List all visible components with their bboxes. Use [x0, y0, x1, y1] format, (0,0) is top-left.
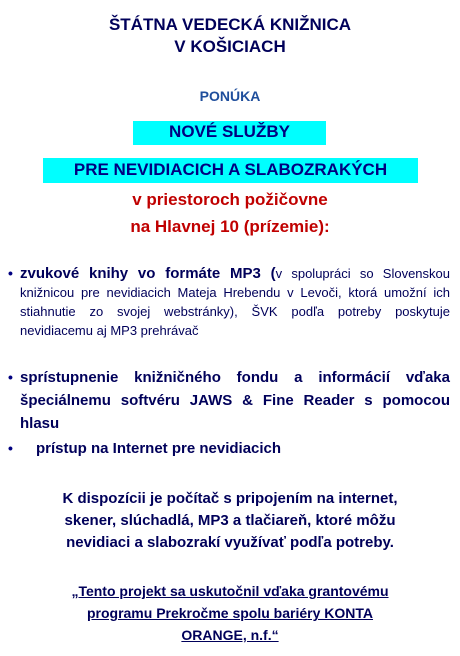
list-item-lead: prístup na Internet pre nevidiacich: [36, 440, 282, 457]
list-item: [8, 440, 450, 458]
project-acknowledgement: [10, 580, 450, 646]
library-title: [0, 14, 460, 58]
list-item-text: [20, 264, 450, 340]
offer-heading: PONÚKA: [199, 88, 261, 104]
location-line1: v priestoroch požičovne: [132, 190, 328, 209]
availability-line2: skener, slúchadlá, MP3 a tlačiareň, ktoré môžu: [64, 512, 396, 529]
library-title-line1: ŠTÁTNA VEDECKÁ KNIŽNICA: [108, 15, 352, 34]
availability-line3: nevidiaci a slabozrakí využívať podľa potreby.: [66, 534, 394, 551]
library-title-line2: V KOŠICIACH: [174, 37, 286, 56]
list-item-rest: v spolupráci so Slovenskou knižnicou pre nevidiacich Mateja Hrebendu v Levoči, ktorá umožní ich stiahnutie zo svojej webstránky), ŠVK podľa potreby poskytuje nevidiacemu aj MP3 prehrávač: [20, 266, 450, 338]
list-item-lead: sprístupnenie knižničného fondu a informácií vďaka špeciálnemu softvéru JAWS & Fine Reader s pomocou hlasu: [20, 369, 450, 432]
new-services-heading: NOVÉ SLUŽBY: [169, 122, 290, 141]
bullet-icon: •: [8, 265, 13, 281]
project-line3: ORANGE, n.f.“: [181, 627, 279, 643]
list-item-text: [36, 440, 450, 458]
project-line2: programu Prekročme spolu bariéry KONTA: [86, 605, 374, 621]
audience-heading: PRE NEVIDIACICH A SLABOZRAKÝCH: [73, 160, 388, 179]
location-line2: na Hlavnej 10 (prízemie):: [130, 217, 330, 236]
project-line1: „Tento projekt sa uskutočnil vďaka grantovému: [71, 583, 389, 599]
bullet-icon: •: [8, 440, 13, 456]
list-item-lead: zvukové knihy vo formáte MP3 (: [20, 265, 276, 282]
list-item: [8, 264, 450, 340]
list-item-text: [20, 366, 450, 435]
bullet-icon: •: [8, 369, 13, 385]
list-item: [8, 366, 450, 435]
availability-line1: K dispozícii je počítač s pripojením na internet,: [62, 490, 398, 507]
availability-paragraph: [10, 488, 450, 554]
